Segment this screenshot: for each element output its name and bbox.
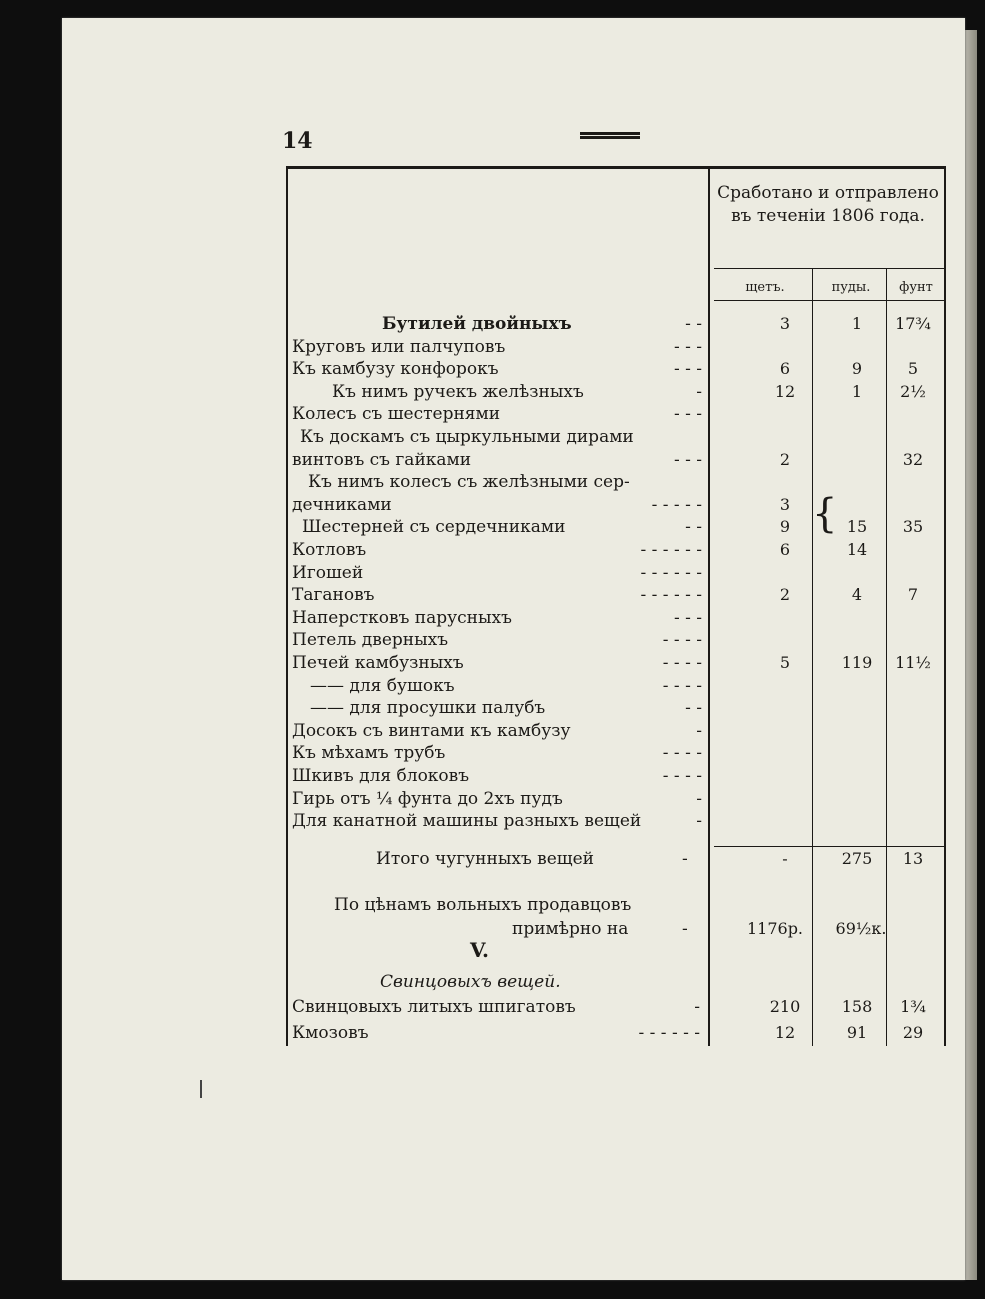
units-top-rule	[714, 268, 944, 269]
row-leader: -	[696, 382, 702, 402]
price-line2: примѣрно на	[512, 919, 629, 939]
lead-row-leader: - - - - - -	[638, 1023, 700, 1043]
price-dash: -	[682, 919, 688, 939]
row-label: винтовъ съ гайками	[292, 450, 472, 470]
row-leader: -	[696, 789, 702, 809]
price-rubles: 1176р.	[746, 919, 804, 938]
row-leader: -	[696, 811, 702, 831]
unit-pounds: фунт	[899, 280, 933, 295]
label-column-rule	[708, 166, 710, 1046]
cell-pounds: 35	[902, 517, 924, 536]
cell-pounds: 5	[907, 359, 919, 378]
row-leader: - - -	[673, 337, 702, 357]
row-leader: - - - -	[662, 630, 702, 650]
total-poods: 275	[841, 849, 873, 868]
lead-row-label: Кмозовъ	[292, 1023, 369, 1043]
row-label: Къ камбузу конфорокъ	[292, 359, 499, 379]
row-label: Шкивъ для блоковъ	[292, 766, 470, 786]
table-left-rule	[286, 166, 288, 1046]
cell-poods: 4	[851, 585, 863, 604]
unit-pieces: щетъ.	[745, 280, 785, 295]
row-leader: - - - - - -	[640, 540, 702, 560]
total-rule	[714, 846, 944, 847]
cell-pounds: 32	[902, 450, 924, 469]
row-label: Къ мѣхамъ трубъ	[292, 743, 446, 763]
cell-pieces: 3	[779, 314, 791, 333]
cell-pounds: 2½	[900, 382, 926, 401]
lead-cell-pieces: 210	[769, 997, 801, 1016]
cell-poods: 1	[851, 314, 863, 333]
row-label: Котловъ	[292, 540, 367, 560]
cell-pieces: 9	[779, 517, 791, 536]
row-label: Колесъ съ шестернями	[292, 404, 501, 424]
cell-poods: 119	[841, 653, 873, 672]
total-dash: -	[682, 849, 688, 869]
lead-row-label: Свинцовыхъ литыхъ шпигатовъ	[292, 997, 576, 1017]
brace-mark: {	[812, 491, 838, 537]
row-label: —— для просушки палубъ	[310, 698, 546, 718]
table-top-rule	[286, 166, 946, 169]
margin-mark	[200, 1080, 202, 1098]
cell-pounds: 11½	[895, 653, 931, 672]
cell-pieces: 5	[779, 653, 791, 672]
cell-poods: 14	[846, 540, 868, 559]
total-pieces: -	[782, 849, 788, 868]
cell-pounds: 7	[907, 585, 919, 604]
column-header: Сработано и отправлено въ теченіи 1806 года.	[717, 183, 939, 226]
cell-pieces: 6	[779, 359, 791, 378]
table-right-rule	[944, 166, 946, 1046]
row-label: Тагановъ	[292, 585, 375, 605]
row-leader: - - -	[673, 608, 702, 628]
page-number: 14	[282, 128, 313, 154]
row-label: дечниками	[292, 495, 392, 515]
row-leader: - - - -	[662, 743, 702, 763]
row-leader: - -	[685, 314, 702, 334]
row-label: Круговъ или палчуповъ	[292, 337, 506, 357]
cell-pieces: 12	[774, 382, 796, 401]
row-label: Для канатной машины разныхъ вещей	[292, 811, 642, 831]
row-label: Досокъ съ винтами къ камбузу	[292, 721, 571, 741]
lead-cell-poods: 158	[841, 997, 873, 1016]
row-leader: - - - - -	[651, 495, 702, 515]
row-label: Къ нимъ колесъ съ желѣзными сер-	[308, 472, 630, 492]
cell-pieces: 3	[779, 495, 791, 514]
row-leader: - - -	[673, 404, 702, 424]
total-pounds: 13	[902, 849, 924, 868]
row-label: Къ нимъ ручекъ желѣзныхъ	[332, 382, 584, 402]
row-leader: - - -	[673, 359, 702, 379]
cell-poods: 15	[846, 517, 868, 536]
row-label: Наперстковъ парусныхъ	[292, 608, 512, 628]
lead-row-leader: -	[694, 997, 700, 1017]
cell-pieces: 2	[779, 450, 791, 469]
page-edge	[965, 30, 977, 1280]
row-leader: - - - -	[662, 766, 702, 786]
row-leader: - -	[685, 517, 702, 537]
row-leader: - - - -	[662, 653, 702, 673]
row-label: Игошей	[292, 563, 364, 583]
row-leader: - - - - - -	[640, 563, 702, 583]
row-label: Къ доскамъ съ цыркульными дирами	[300, 427, 634, 447]
lead-cell-pieces: 12	[774, 1023, 796, 1042]
lead-cell-pounds: 29	[902, 1023, 924, 1042]
row-leader: - -	[685, 698, 702, 718]
unit-poods: пуды.	[831, 280, 871, 295]
row-label: Гирь отъ ¼ фунта до 2хъ пудъ	[292, 789, 563, 809]
row-leader: -	[696, 721, 702, 741]
row-label: Печей камбузныхъ	[292, 653, 464, 673]
col-rule-1	[812, 268, 813, 1046]
lead-cell-pounds: 1¾	[900, 997, 926, 1016]
row-label: Бутилей двойныхъ	[382, 314, 572, 334]
row-leader: - - - -	[662, 676, 702, 696]
row-label: —— для бушокъ	[310, 676, 455, 696]
cell-poods: 9	[851, 359, 863, 378]
section-numeral: V.	[470, 938, 489, 962]
cell-poods: 1	[851, 382, 863, 401]
total-label: Итого чугунныхъ вещей	[376, 849, 594, 869]
units-bottom-rule	[714, 300, 944, 301]
header-rule	[580, 132, 640, 139]
row-label: Шестерней съ сердечниками	[302, 517, 566, 537]
section-title: Свинцовыхъ вещей.	[380, 972, 561, 992]
price-kopeks: 69½к.	[835, 919, 887, 938]
lead-cell-poods: 91	[846, 1023, 868, 1042]
row-leader: - - -	[673, 450, 702, 470]
row-leader: - - - - - -	[640, 585, 702, 605]
price-line1: По цѣнамъ вольныхъ продавцовъ	[334, 895, 632, 915]
cell-pounds: 17¾	[895, 314, 931, 333]
cell-pieces: 6	[779, 540, 791, 559]
cell-pieces: 2	[779, 585, 791, 604]
row-label: Петель дверныхъ	[292, 630, 449, 650]
